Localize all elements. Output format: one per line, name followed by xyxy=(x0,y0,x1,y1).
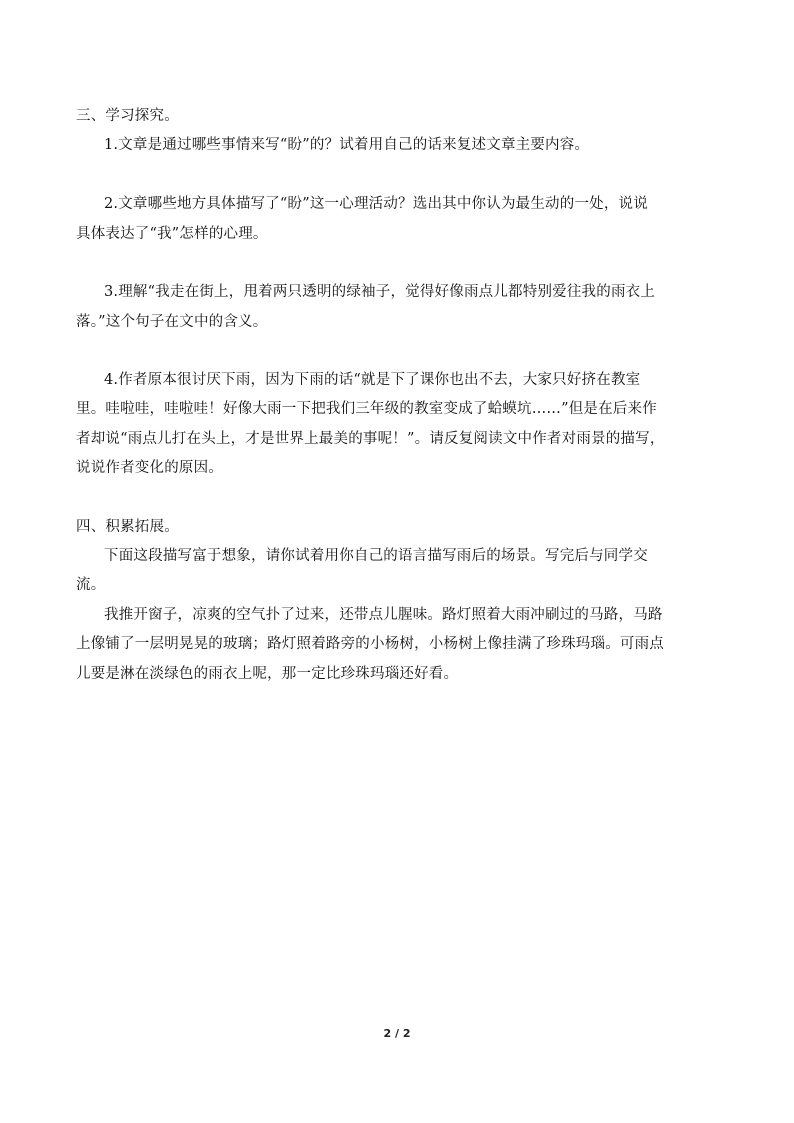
instruction-line-1: 下面这段描写富于想象，请你试着用你自己的语言描写雨后的场景。写完后与同学交 xyxy=(104,548,648,564)
section-4-heading: 四、积累拓展。 xyxy=(76,519,179,535)
question-2-line-1: 2.文章哪些地方具体描写了“盼”这一心理活动？选出其中你认为最生动的一处，说说 xyxy=(104,196,648,212)
question-2-line-2: 具体表达了“我”怎样的心理。 xyxy=(76,226,268,242)
question-3-line-1: 3.理解“我走在街上，甩着两只透明的绿袖子，觉得好像雨点儿都特别爱往我的雨衣上 xyxy=(104,284,656,300)
page-number: 2 / 2 xyxy=(383,1027,411,1040)
section-3-heading: 三、学习探究。 xyxy=(76,108,179,124)
question-4-line-1: 4.作者原本很讨厌下雨，因为下雨的话“就是下了课你也出不去，大家只好挤在教室 xyxy=(104,372,641,388)
passage-line-2: 上像铺了一层明晃晃的玻璃；路灯照着路旁的小杨树，小杨树上像挂满了珍珠玛瑙。可雨点 xyxy=(76,636,664,652)
question-3-line-2: 落。”这个句子在文中的含义。 xyxy=(76,314,268,330)
question-4-line-4: 说说作者变化的原因。 xyxy=(76,460,223,476)
question-4-line-2: 里。哇啦哇，哇啦哇！好像大雨一下把我们三年级的教室变成了蛤蟆坑……”但是在后来作 xyxy=(76,401,657,417)
passage-line-3: 儿要是淋在淡绿色的雨衣上呢，那一定比珍珠玛瑙还好看。 xyxy=(76,666,459,682)
question-1: 1.文章是通过哪些事情来写“盼”的？试着用自己的话来复述文章主要内容。 xyxy=(104,137,590,153)
instruction-line-2: 流。 xyxy=(76,577,106,593)
passage-line-1: 我推开窗子，凉爽的空气扑了过来，还带点儿腥味。路灯照着大雨冲刷过的马路，马路 xyxy=(104,607,663,623)
question-4-line-3: 者却说“雨点儿打在头上，才是世界上最美的事呢！”。请反复阅读文中作者对雨景的描写， xyxy=(76,431,665,447)
